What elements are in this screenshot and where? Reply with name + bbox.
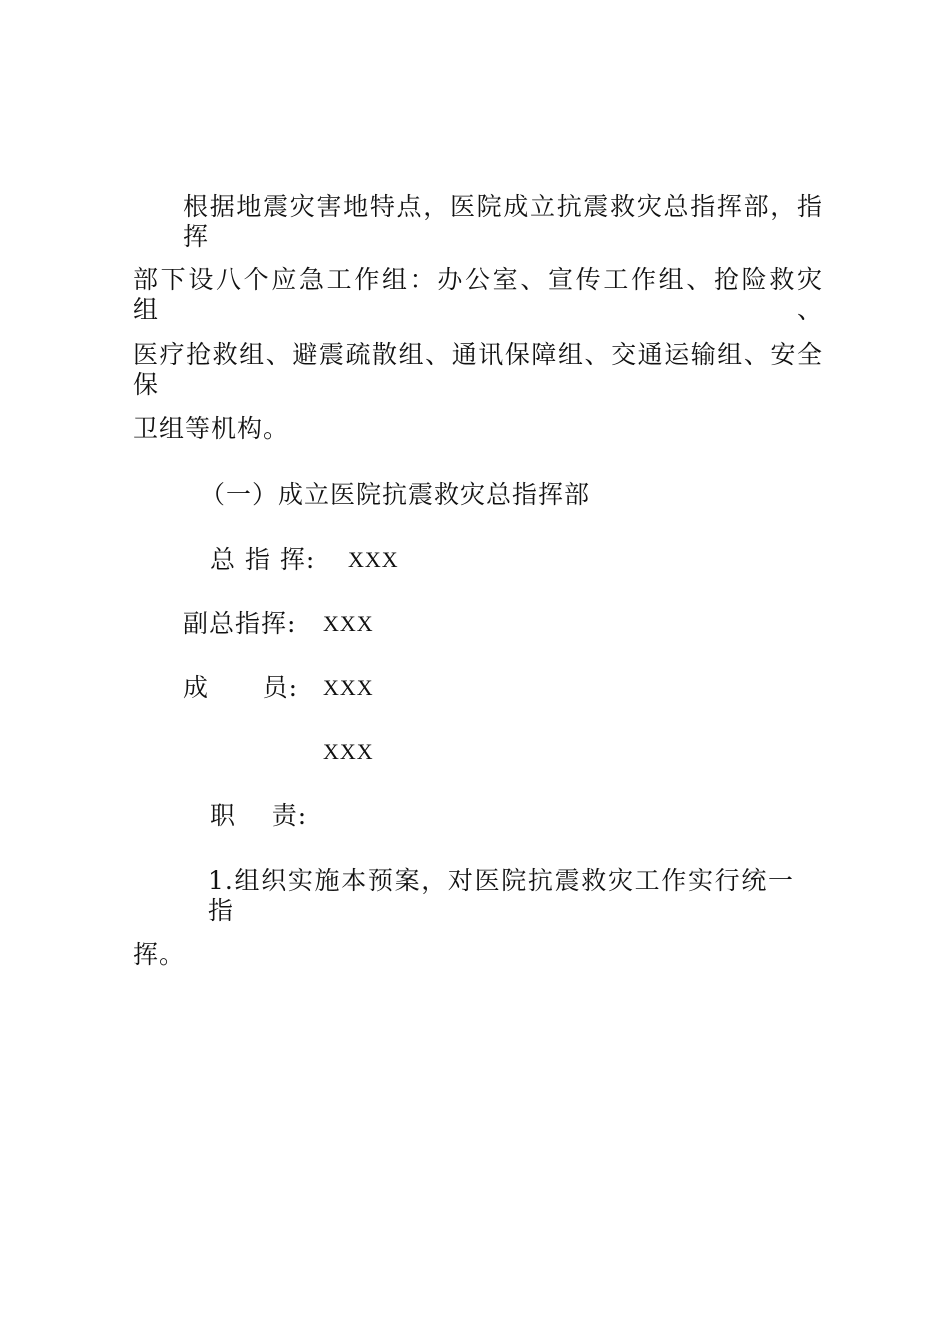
member-value-1: XXX xyxy=(323,675,374,700)
member-label: 成 员: xyxy=(183,673,299,702)
intro-paragraph-line-4: 卫组等机构。 xyxy=(133,414,290,443)
duty-item-1-line-2: 挥。 xyxy=(133,940,186,969)
commander-label: 总 指 挥: xyxy=(210,545,316,574)
intro-paragraph-line-1: 根据地震灾害地特点，医院成立抗震救灾总指挥部，指挥 xyxy=(183,192,823,251)
intro-paragraph-line-2: 部下设八个应急工作组：办公室、宣传工作组、抢险救灾组、 xyxy=(133,265,823,324)
deputy-commander-value: XXX xyxy=(323,611,374,636)
duty-item-1-line-1: 1.组织实施本预案，对医院抗震救灾工作实行统一指 xyxy=(208,866,794,925)
duties-label: 职 责: xyxy=(210,801,308,830)
member-value-2: XXX xyxy=(323,739,374,764)
section-heading: （一）成立医院抗震救灾总指挥部 xyxy=(200,480,591,509)
deputy-commander-label: 副总指挥: xyxy=(183,609,297,638)
commander-value: XXX xyxy=(348,547,399,572)
intro-paragraph-line-3: 医疗抢救组、避震疏散组、通讯保障组、交通运输组、安全保 xyxy=(133,340,823,399)
